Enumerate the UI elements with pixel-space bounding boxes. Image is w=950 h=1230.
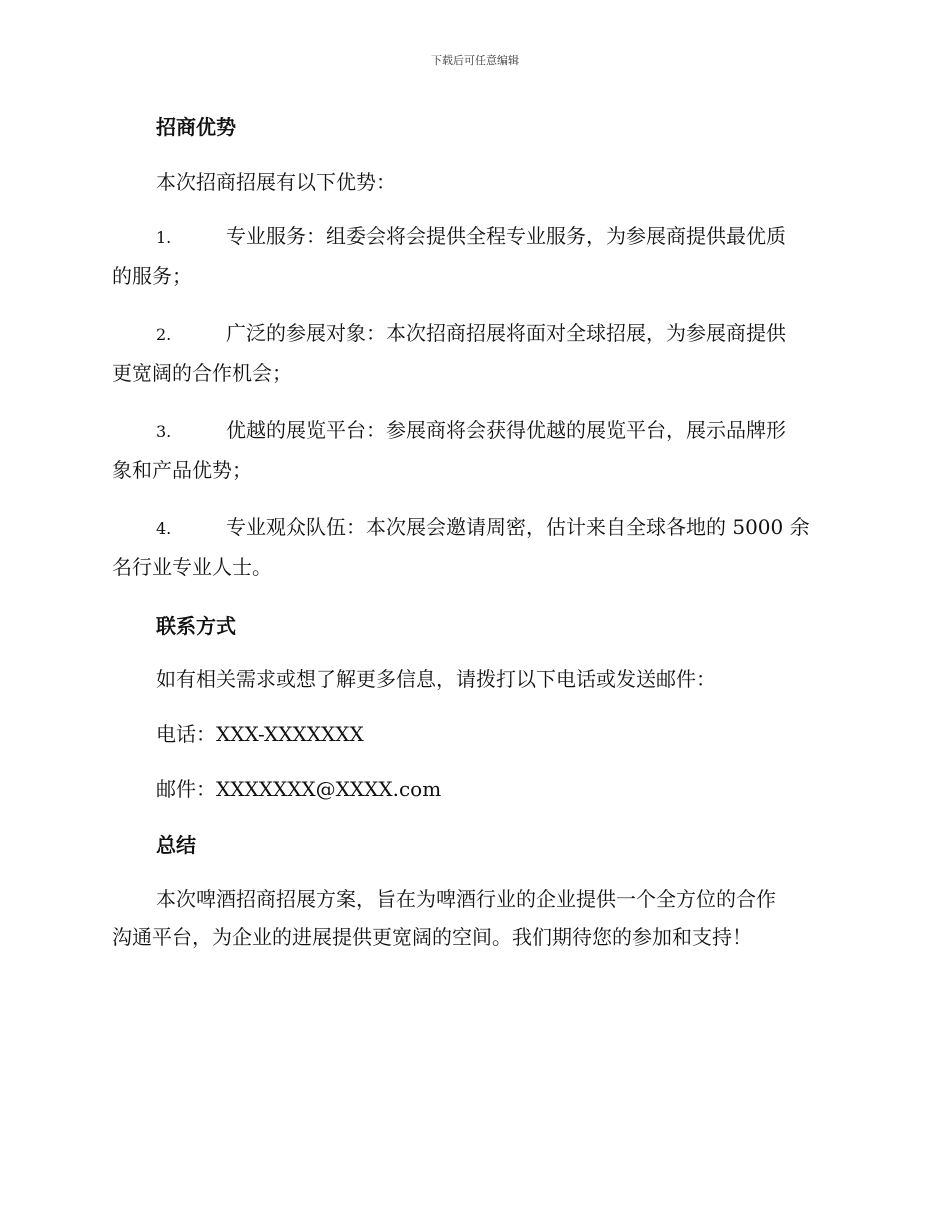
list-number: 1. — [156, 228, 172, 247]
list-item-text-cont: 的服务； — [112, 264, 192, 288]
summary-line-1: 本次啤酒招商招展方案，旨在为啤酒行业的企业提供一个全方位的合作 — [156, 887, 776, 911]
summary-line-2: 沟通平台，为企业的进展提供更宽阔的空间。我们期待您的参加和支持！ — [112, 925, 752, 949]
list-item-1 — [112, 217, 840, 295]
advantages-intro: 本次招商招展有以下优势： — [156, 170, 396, 194]
list-item-text-cont: 象和产品优势； — [112, 458, 252, 482]
section-heading-contact: 联系方式 — [156, 614, 236, 638]
section-heading-summary: 总结 — [156, 833, 196, 857]
list-item-text: 优越的展览平台：参展商将会获得优越的展览平台，展示品牌形 — [226, 418, 786, 442]
list-number: 3. — [156, 422, 172, 441]
list-item-text-cont: 更宽阔的合作机会； — [112, 361, 292, 385]
list-number: 4. — [156, 519, 172, 538]
list-number: 2. — [156, 325, 172, 344]
list-item-2 — [112, 314, 840, 392]
contact-intro: 如有相关需求或想了解更多信息，请拨打以下电话或发送邮件： — [156, 667, 716, 691]
list-item-text: 专业服务：组委会将会提供全程专业服务，为参展商提供最优质 — [226, 224, 786, 248]
summary-paragraph — [112, 880, 840, 956]
list-item-4 — [112, 508, 840, 586]
list-item-text-cont: 名行业专业人士。 — [112, 555, 272, 579]
section-heading-advantages: 招商优势 — [156, 115, 236, 139]
list-item-text: 广泛的参展对象：本次招商招展将面对全球招展，为参展商提供 — [226, 321, 786, 345]
page-header: 下载后可任意编辑 — [431, 54, 519, 67]
contact-phone: 电话：XXX-XXXXXXX — [156, 722, 364, 746]
list-item-text: 专业观众队伍：本次展会邀请周密，估计来自全球各地的 5000 余 — [226, 515, 810, 539]
list-item-3 — [112, 411, 840, 489]
contact-email: 邮件：XXXXXXX@XXXX.com — [156, 777, 442, 801]
